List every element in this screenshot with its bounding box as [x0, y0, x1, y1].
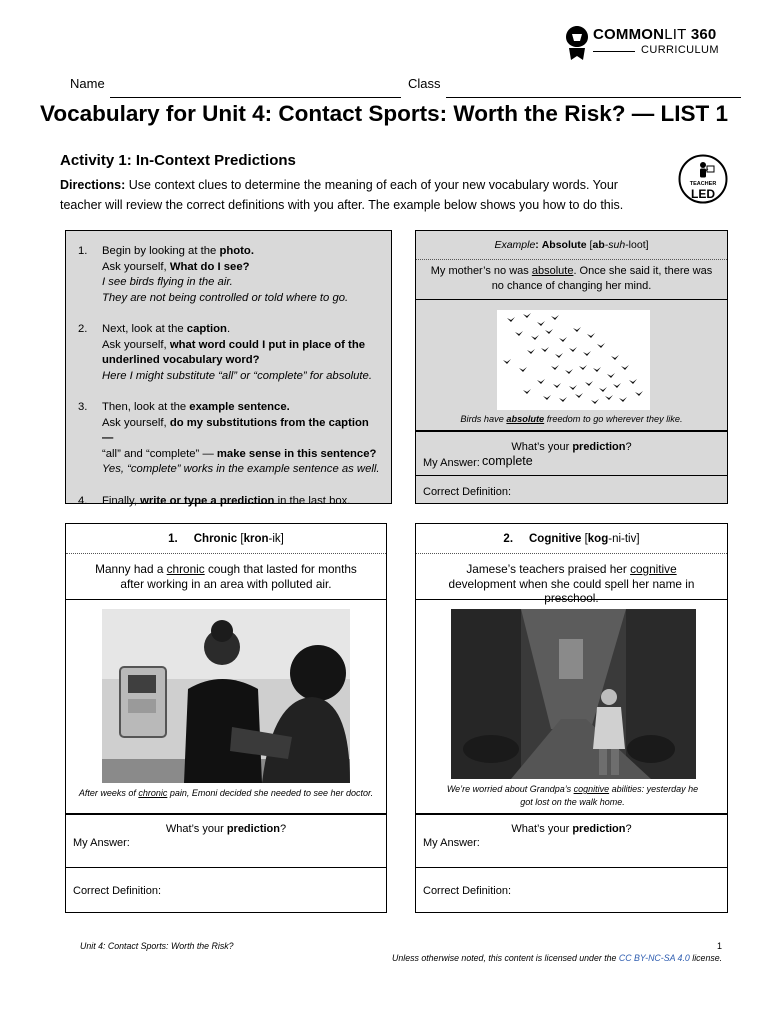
- example-prediction-row: [416, 432, 727, 476]
- step-text: Begin by looking at the: [102, 245, 220, 257]
- step-item: [78, 494, 383, 510]
- my-answer-label: My Answer:: [73, 837, 130, 849]
- step-text: “all” and “complete” —: [102, 447, 217, 460]
- step-text: Finally,: [102, 494, 141, 507]
- step-number: 1.: [78, 245, 88, 257]
- step-text: Ask yourself,: [102, 416, 170, 429]
- step-text: What do I see?: [169, 260, 250, 273]
- commonlit-logo: [563, 24, 733, 62]
- word-card-cognitive: [415, 523, 728, 913]
- word-sentence: Manny had a chronic cough that lasted for months after working in an area with polluted air.: [66, 562, 386, 600]
- prediction-prompt: What’s your prediction?: [511, 823, 632, 835]
- class-label: Class: [408, 76, 441, 91]
- my-answer-input[interactable]: [130, 833, 370, 857]
- word-prediction-row: [66, 815, 386, 868]
- logo-emblem-icon: [563, 24, 591, 62]
- step-text: They are not being controlled or told where to go.: [102, 291, 349, 304]
- example-caption: Birds have absolute freedom to go wherever they like.: [460, 414, 683, 424]
- step-text: make sense in this sentence?: [216, 447, 377, 460]
- word-definition-row[interactable]: [66, 869, 386, 912]
- example-card: [415, 230, 728, 504]
- word-caption: We’re worried about Grandpa’s cognitive abilities: yesterday he got lost on the walk home.: [446, 784, 699, 807]
- grandpa-alley-photo: [451, 609, 696, 779]
- doctor-visit-photo: [102, 609, 350, 783]
- step-text: do my substitutions from the caption —: [102, 416, 369, 444]
- badge-bottom-text: LED: [691, 187, 715, 201]
- step-text: write or type a prediction: [140, 494, 275, 507]
- example-header: Example: Absolute [ab-suh-loot]: [416, 231, 727, 260]
- example-sentence: My mother’s no was absolute. Once she said it, there was no chance of changing her mind.: [416, 264, 727, 300]
- word-caption: After weeks of chronic pain, Emoni decided she needed to see her doctor.: [78, 788, 374, 798]
- step-text: I see birds flying in the air.: [102, 276, 233, 288]
- step-text: Yes, “complete” works in the example sentence as well.: [102, 463, 380, 475]
- page-title: Vocabulary for Unit 4: Contact Sports: Worth the Risk? — LIST 1: [40, 101, 728, 126]
- footer-license: Unless otherwise noted, this content is licensed under the CC BY-NC-SA 4.0 license.: [392, 953, 723, 963]
- word-header: 2. Cognitive [kog-ni-tiv]: [416, 524, 727, 554]
- step-item: [78, 400, 383, 478]
- example-photo-row: [416, 301, 727, 432]
- my-answer-label: My Answer:: [423, 457, 480, 469]
- step-text: caption: [186, 323, 227, 335]
- word-definition-row[interactable]: [416, 869, 727, 912]
- step-number: 4.: [78, 494, 88, 507]
- word-photo-row: [66, 601, 386, 815]
- logo-title: COMMONLIT 360: [593, 26, 717, 43]
- license-link[interactable]: CC BY-NC-SA 4.0: [618, 953, 690, 963]
- step-text: Here I might substitute “all” or “complete” for absolute.: [102, 369, 372, 382]
- prediction-prompt: What’s your prediction?: [511, 441, 632, 453]
- word-sentence: Jamese’s teachers praised her cognitive development when she could spell her name in preschool.: [416, 562, 727, 600]
- step-number: 2.: [78, 323, 88, 335]
- my-answer-label: My Answer:: [423, 837, 480, 849]
- correct-definition-label: Correct Definition:: [73, 885, 162, 897]
- activity-title: Activity 1: In-Context Predictions: [60, 152, 296, 169]
- name-field[interactable]: [110, 97, 401, 98]
- my-answer-input[interactable]: complete: [482, 454, 533, 468]
- example-definition-row[interactable]: [416, 476, 727, 503]
- step-text: in the last box.: [274, 494, 351, 507]
- teacher-led-badge: [678, 154, 728, 204]
- step-text: Then, look at the: [102, 401, 190, 413]
- footer-unit: Unit 4: Contact Sports: Worth the Risk?: [80, 941, 234, 951]
- step-text: Ask yourself,: [102, 338, 170, 351]
- correct-definition-label: Correct Definition:: [423, 486, 512, 498]
- step-text: Next, look at the: [102, 323, 187, 335]
- logo-subtitle: CURRICULUM: [641, 44, 719, 56]
- step-number: 3.: [78, 401, 88, 413]
- birds-photo: [497, 310, 650, 410]
- page-number: 1: [717, 941, 723, 951]
- class-field[interactable]: [446, 97, 741, 98]
- name-label: Name: [70, 76, 105, 91]
- badge-top-text: TEACHER: [689, 181, 717, 187]
- word-photo-row: [416, 601, 727, 815]
- directions: Directions: Use context clues to determine the meaning of each of your new vocabulary words. Your teacher will review the correct definitions with you after. The example below shows you how to do this.: [60, 178, 624, 212]
- my-answer-input[interactable]: [480, 833, 720, 857]
- correct-definition-label: Correct Definition:: [423, 885, 512, 897]
- step-item: [78, 244, 383, 306]
- word-header: 1. Chronic [kron-ik]: [66, 524, 386, 554]
- steps-list: [78, 244, 383, 509]
- step-text: .: [226, 323, 231, 335]
- step-text: what word could I put in place of the underlined vocabulary word?: [102, 338, 365, 366]
- word-prediction-row: [416, 815, 727, 868]
- step-text: Ask yourself,: [102, 260, 170, 273]
- instructions-box: [65, 230, 392, 507]
- step-text: example sentence.: [189, 401, 290, 413]
- prediction-prompt: What’s your prediction?: [165, 823, 287, 835]
- logo-divider: [593, 51, 635, 52]
- step-item: [78, 322, 383, 384]
- step-text: photo.: [219, 245, 254, 257]
- word-card-chronic: [65, 523, 387, 913]
